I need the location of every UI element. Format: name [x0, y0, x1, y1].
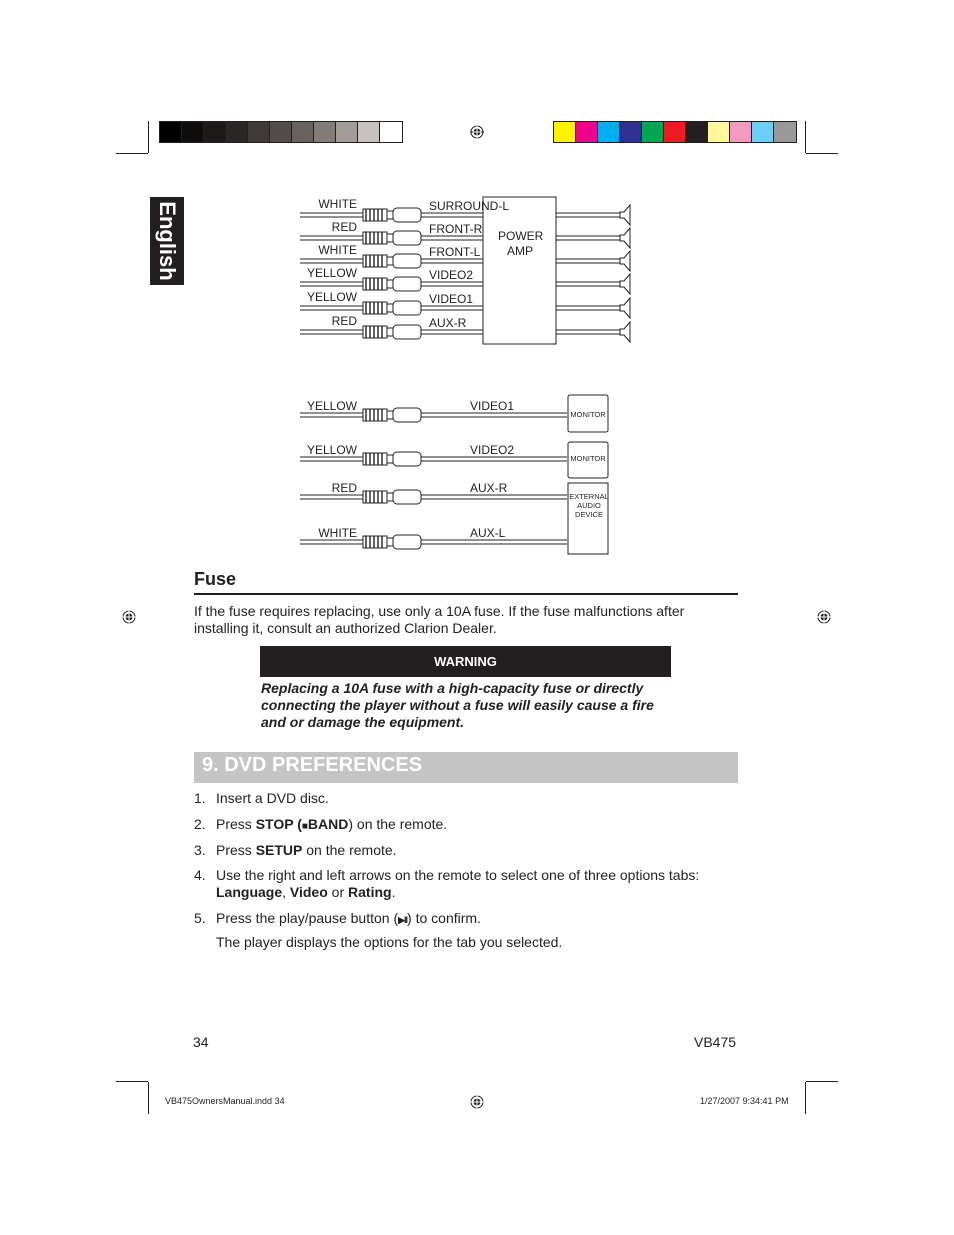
- step-text-bold: Video: [289, 884, 328, 900]
- crop-mark: [116, 1081, 148, 1082]
- step-text-span: The player displays the options for the tab you selected.: [216, 934, 563, 950]
- step-number: 2.: [194, 816, 206, 832]
- connection-label: VIDEO2: [429, 268, 474, 282]
- wire-color-label: WHITE: [318, 526, 357, 540]
- external-audio-label: AUDIO: [577, 501, 601, 510]
- step-text: [216, 884, 395, 901]
- step-number: 1.: [194, 790, 206, 806]
- connection-label: FRONT-R: [429, 222, 483, 236]
- warning-text-line: connecting the player without a fuse will easily cause a fire: [261, 697, 654, 713]
- wire-color-label: YELLOW: [306, 399, 357, 413]
- step-text-bold: SETUP: [255, 842, 303, 858]
- connection-label: VIDEO1: [429, 292, 474, 306]
- fuse-heading: Fuse: [194, 569, 237, 589]
- monitor-label: MONITOR: [570, 454, 606, 463]
- step-text: [216, 790, 329, 807]
- step-text-span: Press: [216, 816, 256, 832]
- step-text: [216, 934, 562, 951]
- step-text-span: ) to confirm.: [407, 910, 481, 926]
- step-number: 4.: [194, 867, 206, 883]
- crop-mark: [806, 1081, 838, 1082]
- connection-label: VIDEO2: [470, 443, 515, 457]
- wire-color-label: YELLOW: [306, 290, 357, 304]
- step-text-bold: ■: [301, 821, 308, 832]
- model-number: VB475: [694, 1034, 737, 1050]
- power-amp-label: AMP: [507, 244, 534, 258]
- step-text: [216, 867, 699, 884]
- step-text-bold: Language: [216, 884, 283, 900]
- step-text: [216, 842, 397, 859]
- crop-mark: [148, 1082, 149, 1114]
- file-slug: VB475OwnersManual.indd 34: [165, 1096, 285, 1106]
- wire-color-label: RED: [331, 481, 357, 495]
- date-slug: 1/27/2007 9:34:41 PM: [700, 1096, 789, 1106]
- step-text-bold: STOP (: [255, 816, 302, 832]
- connection-label: AUX-R: [470, 481, 508, 495]
- monitor-label: MONITOR: [570, 410, 606, 419]
- power-amp-wiring-diagram: [0, 0, 954, 380]
- wire-color-label: RED: [331, 220, 357, 234]
- step-text-span: on the remote.: [302, 842, 397, 858]
- wire-color-label: YELLOW: [306, 443, 357, 457]
- speaker-icon: [556, 205, 630, 225]
- step-text-bold: BAND: [307, 816, 349, 832]
- step-text: [216, 910, 481, 929]
- registration-mark-icon: [122, 610, 136, 624]
- warning-text-line: Replacing a 10A fuse with a high-capacity fuse or directly: [261, 680, 644, 696]
- step-text-span: Press: [216, 842, 256, 858]
- connection-label: SURROUND-L: [429, 199, 510, 213]
- speaker-icon: [556, 322, 630, 342]
- connection-label: FRONT-L: [429, 245, 481, 259]
- connection-label: AUX-R: [429, 316, 467, 330]
- warning-label: WARNING: [434, 654, 497, 669]
- speaker-icon: [556, 274, 630, 294]
- section-heading-bar: [194, 752, 738, 783]
- speaker-icon: [556, 228, 630, 248]
- fuse-text-line: installing it, consult an authorized Clarion Dealer.: [194, 620, 497, 636]
- page-number: 34: [193, 1034, 209, 1050]
- warning-text: [261, 680, 681, 731]
- registration-mark-icon: [817, 610, 831, 624]
- speaker-icon: [556, 251, 630, 271]
- power-amp-box: [483, 197, 556, 344]
- language-tab-label: English: [155, 201, 180, 281]
- step-text-bold: Rating: [348, 884, 392, 900]
- step-text-span: ,: [282, 884, 290, 900]
- step-text-span: ) on the remote.: [348, 816, 448, 832]
- step-text: [216, 816, 447, 835]
- wire-color-label: RED: [331, 314, 357, 328]
- warning-text-line: and or damage the equipment.: [261, 714, 465, 730]
- crop-mark: [805, 1082, 806, 1114]
- fuse-text: [194, 603, 754, 637]
- connection-label: VIDEO1: [470, 399, 515, 413]
- heading-rule: [194, 593, 738, 595]
- warning-bar: [260, 646, 671, 677]
- section-title: 9. DVD PREFERENCES: [202, 754, 423, 776]
- step-text-span: Press the play/pause button (: [216, 910, 399, 926]
- step-text-bold: ▶II: [398, 915, 408, 925]
- power-amp-label: POWER: [498, 229, 544, 243]
- step-number: 5.: [194, 910, 206, 926]
- wire-color-label: WHITE: [318, 243, 357, 257]
- step-text-span: Insert a DVD disc.: [216, 790, 329, 806]
- step-text-span: .: [391, 884, 396, 900]
- external-audio-label: EXTERNAL: [569, 492, 609, 501]
- wire-color-label: WHITE: [318, 197, 357, 211]
- step-text-span: or: [327, 884, 349, 900]
- fuse-text-line: If the fuse requires replacing, use only a 10A fuse. If the fuse malfunctions after: [194, 603, 685, 619]
- connection-label: AUX-L: [470, 526, 506, 540]
- wire-color-label: YELLOW: [306, 266, 357, 280]
- external-audio-label: DEVICE: [575, 510, 603, 519]
- speaker-icon: [556, 298, 630, 318]
- registration-mark-icon: [470, 1095, 484, 1109]
- step-text-span: Use the right and left arrows on the remote to select one of three options tabs:: [216, 867, 700, 883]
- step-number: 3.: [194, 842, 206, 858]
